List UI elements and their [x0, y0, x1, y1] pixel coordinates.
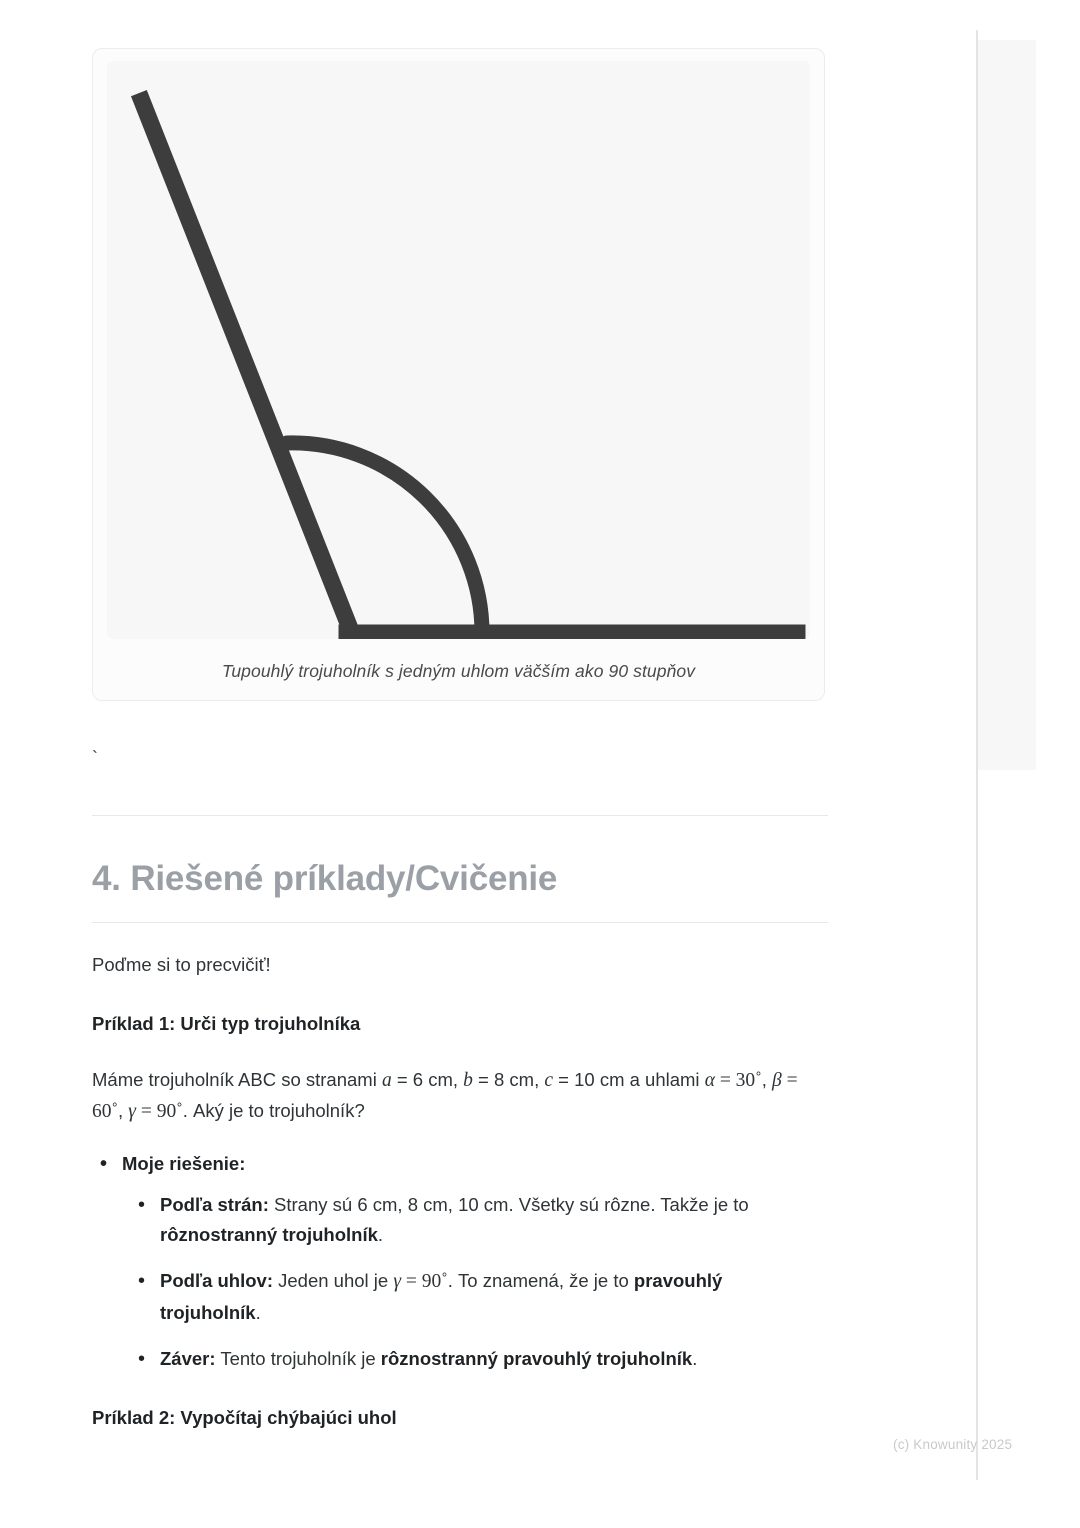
rail-divider: [976, 30, 978, 1480]
val-a: = 6 cm,: [391, 1069, 464, 1091]
degree-3: ˚: [176, 1100, 183, 1122]
stmt-part1: Máme trojuholník ABC so stranami: [92, 1069, 382, 1091]
figure-card: [92, 48, 825, 701]
bullet-2-text-c: .: [255, 1301, 261, 1323]
stmt-end: . Aký je to trojuholník?: [182, 1099, 365, 1121]
divider-under-title: [92, 922, 828, 923]
val-alpha: = 30: [714, 1070, 756, 1092]
val-beta: = 60: [92, 1070, 798, 1122]
comma-1: ,: [761, 1069, 772, 1091]
degree-2: ˚: [111, 1100, 118, 1122]
bullet-2-text-b: . To znamená, že je to: [447, 1270, 634, 1292]
sym-beta: β: [771, 1070, 782, 1092]
bullet-2-degree: ˚: [441, 1271, 448, 1293]
divider-top: [92, 815, 828, 816]
bullet-2-gamma-val: = 90: [401, 1271, 442, 1293]
figure-caption: Tupouhlý trojuholník s jedným uhlom väčším ako 90 stupňov: [221, 661, 696, 681]
solution-list: [92, 1149, 828, 1374]
solution-label-item: [122, 1149, 828, 1374]
sym-a: a: [381, 1070, 392, 1092]
page-title: 4. Riešené príklady/Cvičenie: [92, 859, 558, 898]
bullet-1-text-c: .: [377, 1224, 384, 1246]
figure-image: [107, 61, 810, 639]
bullet-3-text-c: .: [692, 1347, 698, 1369]
example1-statement: [92, 1066, 828, 1126]
obtuse-angle-icon: [107, 61, 810, 639]
bullet-1-text-a: Strany sú 6 cm, 8 cm, 10 cm. Všetky sú rôzne. Takže je to: [268, 1194, 749, 1216]
bullet-1-bold: rôznostranný trojuholník: [160, 1224, 378, 1246]
degree-1: ˚: [755, 1070, 762, 1092]
val-gamma: = 90: [135, 1100, 177, 1122]
bullet-3-bold: rôznostranný pravouhlý trojuholník: [380, 1347, 693, 1369]
list-item: [160, 1190, 828, 1250]
bullet-3-text-a: Tento trojuholník je: [215, 1347, 381, 1369]
sym-c: c: [544, 1070, 554, 1092]
sym-gamma: γ: [128, 1100, 136, 1122]
sym-b: b: [463, 1070, 473, 1092]
example2-heading: Príklad 2: Vypočítaj chýbajúci uhol: [92, 1406, 397, 1428]
right-rail: [976, 0, 1080, 1528]
sym-alpha: α: [704, 1070, 715, 1092]
list-item: [160, 1344, 828, 1374]
solution-sublist: [122, 1190, 828, 1373]
val-c: = 10 cm a uhlami: [553, 1069, 705, 1091]
stray-text: `: [92, 748, 98, 768]
list-item: [160, 1266, 828, 1328]
solution-label: Moje riešenie:: [122, 1152, 246, 1174]
example1-heading: Príklad 1: Urči typ trojuholníka: [92, 1012, 361, 1034]
bullet-2-label: Podľa uhlov:: [160, 1270, 273, 1292]
watermark: (c) Knowunity 2025: [893, 1437, 1013, 1452]
val-b: = 8 cm,: [472, 1069, 545, 1091]
bullet-2-text-a: Jeden uhol je: [273, 1270, 394, 1292]
bullet-2-bold: pravouhlý trojuholník: [160, 1270, 723, 1323]
intro-paragraph: Poďme si to precvičiť!: [92, 954, 271, 975]
bullet-1-label: Podľa strán:: [160, 1194, 269, 1216]
document-content: [92, 0, 828, 1433]
scroll-track[interactable]: [978, 40, 1036, 770]
bullet-2-gamma: γ: [393, 1271, 402, 1293]
bullet-3-label: Záver:: [160, 1347, 216, 1369]
comma-2: ,: [118, 1099, 129, 1121]
